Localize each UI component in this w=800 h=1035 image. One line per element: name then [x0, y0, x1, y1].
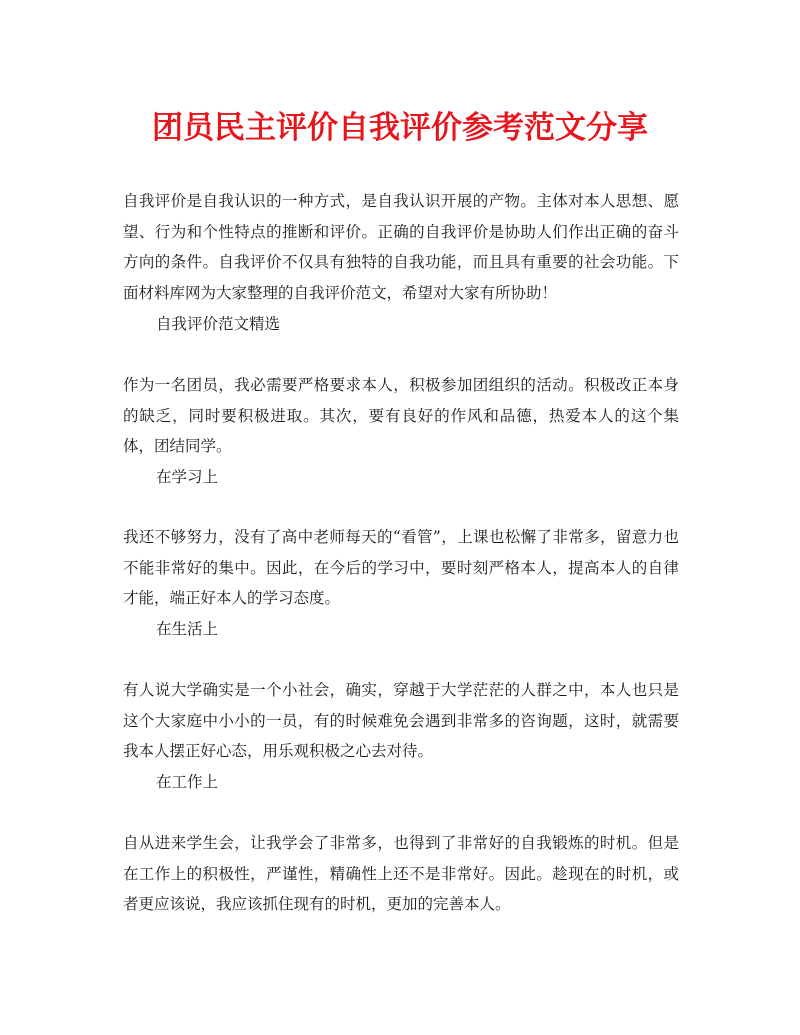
- intro-paragraph: 自我评价是自我认识的一种方式，是自我认识开展的产物。主体对本人思想、愿望、行为和个性特点的推断和评价。正确的自我评价是协助人们作出正确的奋斗方向的条件。自我评价不仅具有独特的自我功能，而且具有重要的社会功能。下面材料库网为大家整理的自我评价范文，希望对大家有所协助！: [123, 192, 679, 302]
- subheading-study: 在学习上: [156, 468, 219, 486]
- subheading-life: 在生活上: [156, 620, 219, 638]
- page-title: 团员民主评价自我评价参考范文分享: [152, 110, 648, 146]
- body-paragraph-3: 有人说大学确实是一个小社会，确实，穿越于大学茫茫的人群之中，本人也只是这个大家庭中小小的一员，有的时候难免会遇到非常多的咨询题，这时，就需要我本人摆正好心态，用乐观积极之心去对待。: [123, 681, 679, 760]
- section-heading: 自我评价范文精选: [156, 315, 281, 333]
- body-paragraph-2: 我还不够努力，没有了高中老师每天的“看管”，上课也松懈了非常多，留意力也不能非常好的集中。因此，在今后的学习中，要时刻严格本人，提高本人的自律才能，端正好本人的学习态度。: [123, 528, 679, 607]
- body-paragraph-1: 作为一名团员，我必需要严格要求本人，积极参加团组织的活动。积极改正本身的缺乏，同时要积极进取。其次，要有良好的作风和品德，热爱本人的这个集体，团结同学。: [123, 376, 679, 455]
- body-paragraph-4: 自从进来学生会，让我学会了非常多，也得到了非常好的自我锻炼的时机。但是在工作上的积极性，严谨性，精确性上还不是非常好。因此。趁现在的时机，或者更应该说，我应该抓住现有的时机，更加的完善本人。: [123, 834, 679, 913]
- subheading-work: 在工作上: [156, 773, 219, 791]
